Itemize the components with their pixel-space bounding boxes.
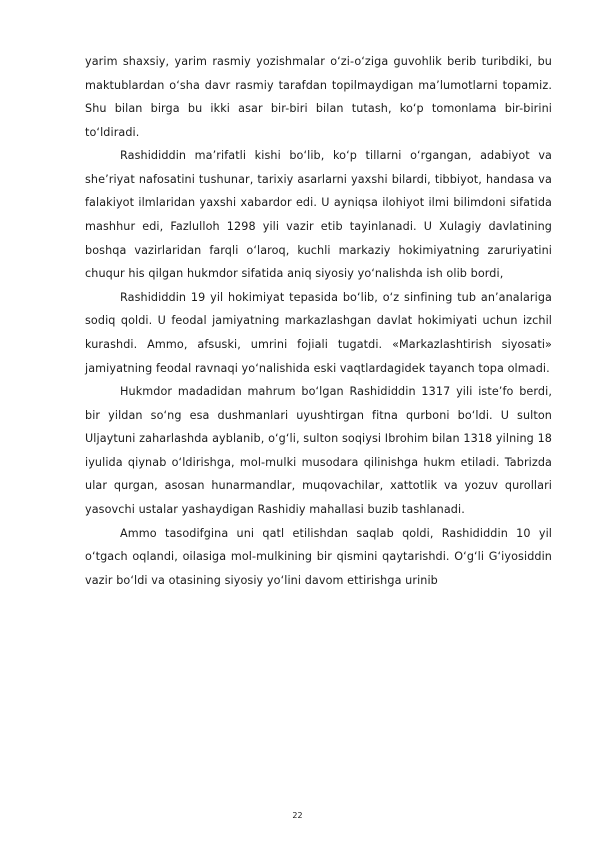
paragraph: Rashididdin ma’rifatli kishi bo‘lib, ko‘p tillarni o‘rgangan, adabiyot va she’riyat nafosatini tushunar, tarixiy asarlarni yaxshi bilardi, tibbiyot, handasa va falakiyot ilmlaridan yaxshi xabardor edi. U ayniqsa ilohiyot ilmi bilimdoni sifatida mashhur edi, Fazlulloh 1298 yili vazir etib tayinlanadi. U Xulagiy davlatining boshqa vazirlaridan farqli o‘laroq, kuchli markaziy hokimiyatning zaruriyatini chuqur his qilgan hukmdor sifatida aniq siyosiy yo‘nalishda ish olib bordi, (85, 149, 552, 281)
page-number: 22 (292, 811, 303, 820)
body-text (85, 50, 552, 592)
paragraph: Ammo tasodifgina uni qatl etilishdan saqlab qoldi, Rashididdin 10 yil o‘tgach oqlandi, oilasiga mol-mulkining bir qismini qaytarishdi. O‘g‘li G‘iyosiddin vazir bo‘ldi va otasining siyosiy yo‘lini davom ettirishga urinib (85, 526, 552, 587)
paragraph: Hukmdor madadidan mahrum bo‘lgan Rashididdin 1317 yili iste’fo berdi, bir yildan so‘ng esa dushmanlari uyushtirgan fitna qurboni bo‘ldi. U sulton Uljaytuni zaharlashda ayblanib, o‘g‘li, sulton soqiysi Ibrohim bilan 1318 yilning 18 iyulida qiynab o‘ldirishga, mol-mulki musodara qilinishga hukm etiladi. Tabrizda ular qurgan, asosan hunarmandlar, muqovachilar, xattotlik va yozuv qurollari yasovchi ustalar yashaydigan Rashidiy mahallasi buzib tashlanadi. (85, 385, 552, 516)
paragraph: Rashididdin 19 yil hokimiyat tepasida bo‘lib, o‘z sinfining tub an’analariga sodiq qoldi. U feodal jamiyatning markazlashgan davlat hokimiyati uchun izchil kurashdi. Ammo, afsuski, umrini fojiali tugatdi. «Markazlashtirish siyosati» jamiyatning feodal ravnaqi yo‘nalishida eski vaqtlardagidek tayanch topa olmadi. (85, 290, 552, 375)
paragraph: yarim shaxsiy, yarim rasmiy yozishmalar o‘zi-o‘ziga guvohlik berib turibdiki, bu maktublardan o‘sha davr rasmiy tarafdan topilmaydigan ma’lumotlarni topamiz. Shu bilan birga bu ikki asar bir-biri bilan tutash, ko‘p tomonlama bir-birini to‘ldiradi. (85, 55, 552, 139)
